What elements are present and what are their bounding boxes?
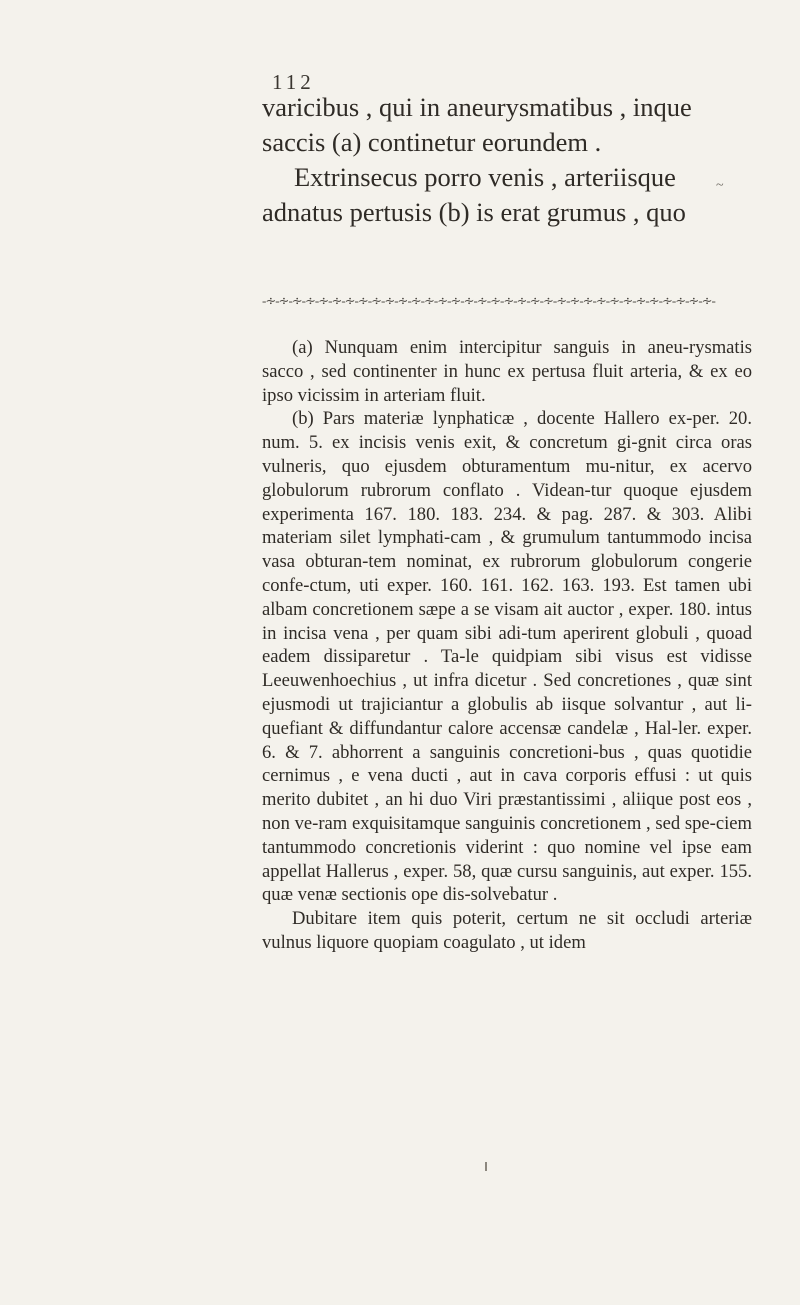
footnote-a: (a) Nunquam enim intercipitur sanguis in aneu-rysmatis sacco , sed continenter in hunc ex pertusa fluit arteria, & ex eo ipso vicissim in arteriam fluit. [262, 337, 752, 406]
page-number: 112 [272, 70, 315, 94]
footnote-b-label: (b) [292, 408, 314, 430]
main-text-line: Extrinsecus porro venis , arteriisque [294, 162, 676, 192]
main-text [262, 90, 752, 230]
printer-mark: ~ [716, 178, 724, 193]
main-text-line: saccis (a) continetur eorundem . [262, 127, 602, 157]
paper-speck [485, 1162, 487, 1171]
footnote-b-text: Pars materiæ lynphaticæ , docente Hallero ex-per. 20. num. 5. ex incisis venis exit, & concretum gi-gnit circa oras vulneris, quo ejusdem obturamentum mu-nitur, ex acervo globulorum rubrorum conflato . Videan-tur quoque ejusdem experimenta 167. 180. 183. 234. & pag. 287. & 303. Alibi materiam silet lymphati-cam , & grumulum tantummodo incisa vasa obturan-tem nominat, ex rubrorum globulorum congerie confe-ctum, uti exper. 160. 161. 162. 163. 193. Est tamen ubi albam concretionem sæpe a se visam ait auctor , exper. 180. intus in incisa vena , per quam sibi adi-tum aperirent globuli , quoad eadem dissiparetur . Ta-le quidpiam sibi visus est vidisse Leeuwenhoechius , ut infra dicetur . Sed concretiones , quæ sint ejusmodi ut trajiciantur a globulis ab iisque solvantur , aut li-quefiant & diffundantur calore accensæ candelæ , Hal-ler. exper. 6. & 7. abhorrent a sanguinis concretioni-bus , quas quotidie cernimus , e vena ducti , aut in cava corporis effusi : ut quis merito dubitet , an hi duo Viri præstantissimi , aliique post eos , non ve-ram exquisitamque sanguinis concretionem , sed spe-ciem tantummodo concretionis viderint : quo nomine vel ipse eam appellat Hallerus , exper. 58, quæ cursu sanguinis, aut exper. 155. quæ venæ sectionis ope dis-solvebatur . [262, 408, 752, 906]
ornamental-divider: -∻-∻-∻-∻-∻-∻-∻-∻-∻-∻-∻-∻-∻-∻-∻-∻-∻-∻-∻-∻-∻-∻-∻-∻-∻-∻-∻-∻-∻-∻-∻-∻-∻-∻- [262, 293, 715, 308]
footnote-b [262, 407, 752, 907]
main-text-line: varicibus , qui in aneurysmatibus , inque [262, 92, 692, 122]
footnotes [262, 336, 752, 955]
main-text-line: adnatus pertusis (b) is erat grumus , quo [262, 197, 686, 227]
footnote-continuation: Dubitare item quis poterit, certum ne sit occludi arteriæ vulnus liquore quopiam coagulato , ut idem [262, 908, 752, 953]
